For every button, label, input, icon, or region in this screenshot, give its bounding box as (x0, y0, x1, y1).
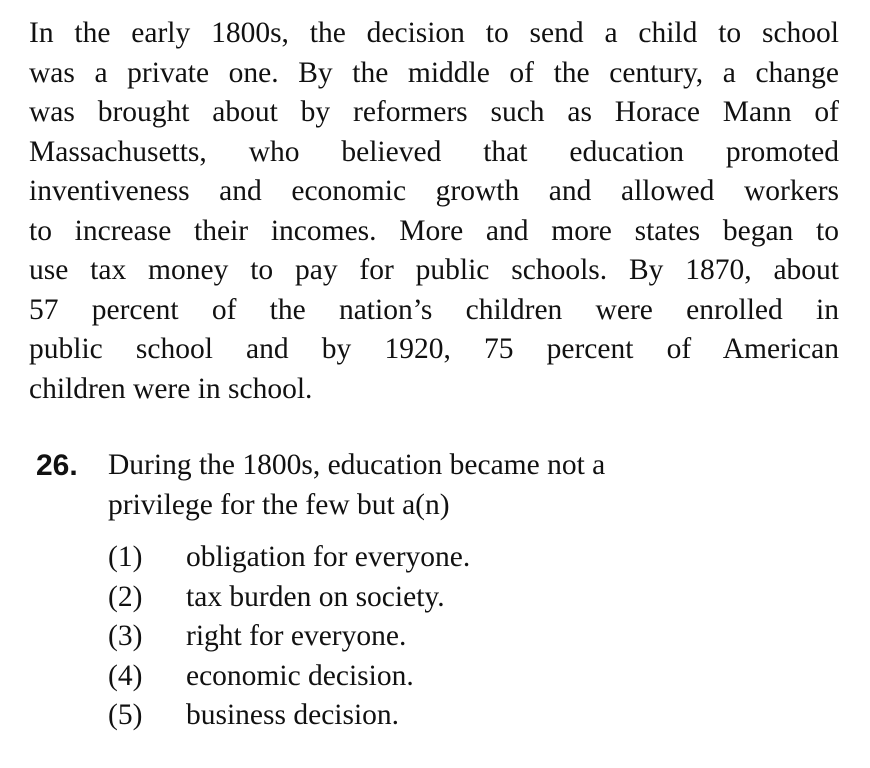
passage-line: inventiveness and economic growth and allowed workers (29, 175, 839, 207)
answer-option-4[interactable] (108, 657, 808, 697)
passage-line: use tax money to pay for public schools. By 1870, about (29, 254, 839, 286)
reading-passage (29, 14, 839, 409)
option-text: tax burden on society. (186, 580, 445, 613)
question-number: 26. (36, 449, 78, 482)
answer-option-3[interactable] (108, 617, 808, 657)
passage-line: In the early 1800s, the decision to send a child to school (29, 17, 839, 49)
answer-option-2[interactable] (108, 578, 808, 618)
question-stem-line: privilege for the few but a(n) (108, 488, 450, 521)
passage-line: children were in school. (29, 372, 313, 405)
option-text: economic decision. (186, 659, 414, 692)
option-label: (4) (108, 659, 143, 692)
option-text: business decision. (186, 699, 400, 731)
passage-line: 57 percent of the nation’s children were enrolled in (29, 293, 839, 326)
passage-line: was a private one. By the middle of the century, a change (29, 56, 839, 89)
passage-line: was brought about by reformers such as Horace Mann of (29, 96, 839, 128)
question-stem (108, 446, 808, 525)
passage-line: to increase their incomes. More and more states began to (29, 214, 839, 247)
answer-option-1[interactable] (108, 538, 808, 578)
option-text: obligation for everyone. (186, 541, 471, 573)
passage-line: public school and by 1920, 75 percent of American (29, 333, 839, 365)
option-text: right for everyone. (186, 620, 407, 652)
question-stem-line: During the 1800s, education became not a (108, 449, 606, 481)
option-label: (1) (108, 541, 143, 573)
answer-options (108, 538, 808, 736)
answer-option-5[interactable] (108, 696, 808, 736)
passage-line: Massachusetts, who believed that education promoted (29, 135, 839, 168)
option-label: (5) (108, 699, 143, 731)
option-label: (2) (108, 580, 143, 613)
option-label: (3) (108, 620, 143, 652)
